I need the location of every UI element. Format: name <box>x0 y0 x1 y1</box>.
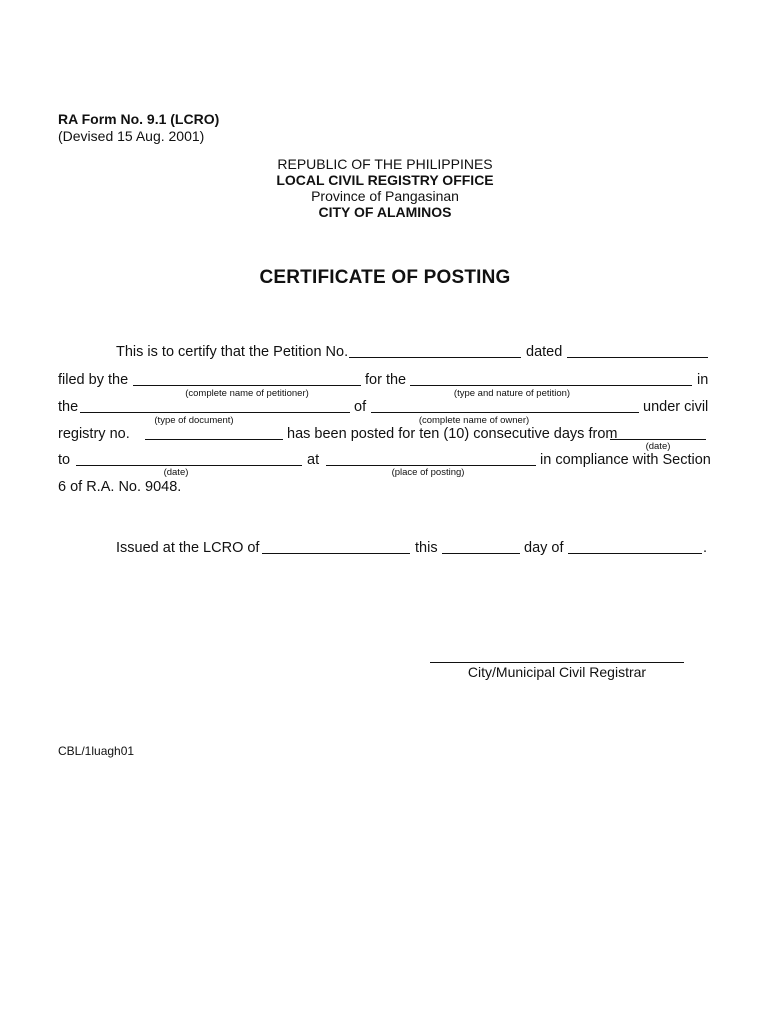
header-republic: REPUBLIC OF THE PHILIPPINES <box>277 156 493 172</box>
owner-name-field[interactable] <box>371 412 639 413</box>
line4-text-a: registry no. <box>58 426 130 442</box>
line2-text-a: filed by the <box>58 372 129 388</box>
line2-text-c: in <box>697 372 709 388</box>
caption-date-to: (date) <box>163 467 189 478</box>
petition-number-field[interactable] <box>349 357 521 358</box>
issued-text-a: Issued at the LCRO of <box>116 540 260 556</box>
caption-petitioner: (complete name of petitioner) <box>185 388 309 399</box>
line5-text-b: at <box>307 452 320 468</box>
line3-text-b: of <box>354 399 367 415</box>
page-title: CERTIFICATE OF POSTING <box>259 267 511 288</box>
posting-start-date-field[interactable] <box>610 439 706 440</box>
line3-text-c: under civil <box>643 399 709 415</box>
caption-document: (type of document) <box>154 415 234 426</box>
signature-label: City/Municipal Civil Registrar <box>467 664 647 680</box>
header-city: CITY OF ALAMINOS <box>318 204 452 220</box>
registry-number-field[interactable] <box>145 439 283 440</box>
form-code: CBL/1luagh01 <box>58 744 135 758</box>
issued-month-year-field[interactable] <box>568 553 702 554</box>
issued-text-b: this <box>415 540 438 556</box>
form-number: RA Form No. 9.1 (LCRO) <box>58 111 220 127</box>
line6-text: 6 of R.A. No. 9048. <box>58 479 182 495</box>
caption-date-from: (date) <box>645 441 671 452</box>
petition-date-field[interactable] <box>567 357 708 358</box>
header-office: LOCAL CIVIL REGISTRY OFFICE <box>276 172 494 188</box>
caption-place: (place of posting) <box>391 467 465 478</box>
signature-line[interactable] <box>430 662 684 663</box>
issued-text-d: . <box>703 540 708 556</box>
issued-text-c: day of <box>524 540 564 556</box>
line3-text-a: the <box>58 399 79 415</box>
caption-petition: (type and nature of petition) <box>453 388 571 399</box>
posting-end-date-field[interactable] <box>76 465 302 466</box>
caption-owner: (complete name of owner) <box>418 415 530 426</box>
line5-text-a: to <box>58 452 71 468</box>
header-province: Province of Pangasinan <box>311 188 459 204</box>
petition-type-field[interactable] <box>410 385 692 386</box>
line2-text-b: for the <box>365 372 407 388</box>
line1-text-b: dated <box>526 344 563 360</box>
line4-text-b: has been posted for ten (10) consecutive days from <box>287 426 618 442</box>
form-revision: (Devised 15 Aug. 2001) <box>58 128 205 144</box>
line1-text-a: This is to certify that the Petition No. <box>116 344 349 360</box>
petitioner-name-field[interactable] <box>133 385 361 386</box>
issued-day-field[interactable] <box>442 553 520 554</box>
line5-text-c: in compliance with Section <box>540 452 711 468</box>
place-of-posting-field[interactable] <box>326 465 536 466</box>
issued-lcro-field[interactable] <box>262 553 410 554</box>
document-type-field[interactable] <box>80 412 350 413</box>
